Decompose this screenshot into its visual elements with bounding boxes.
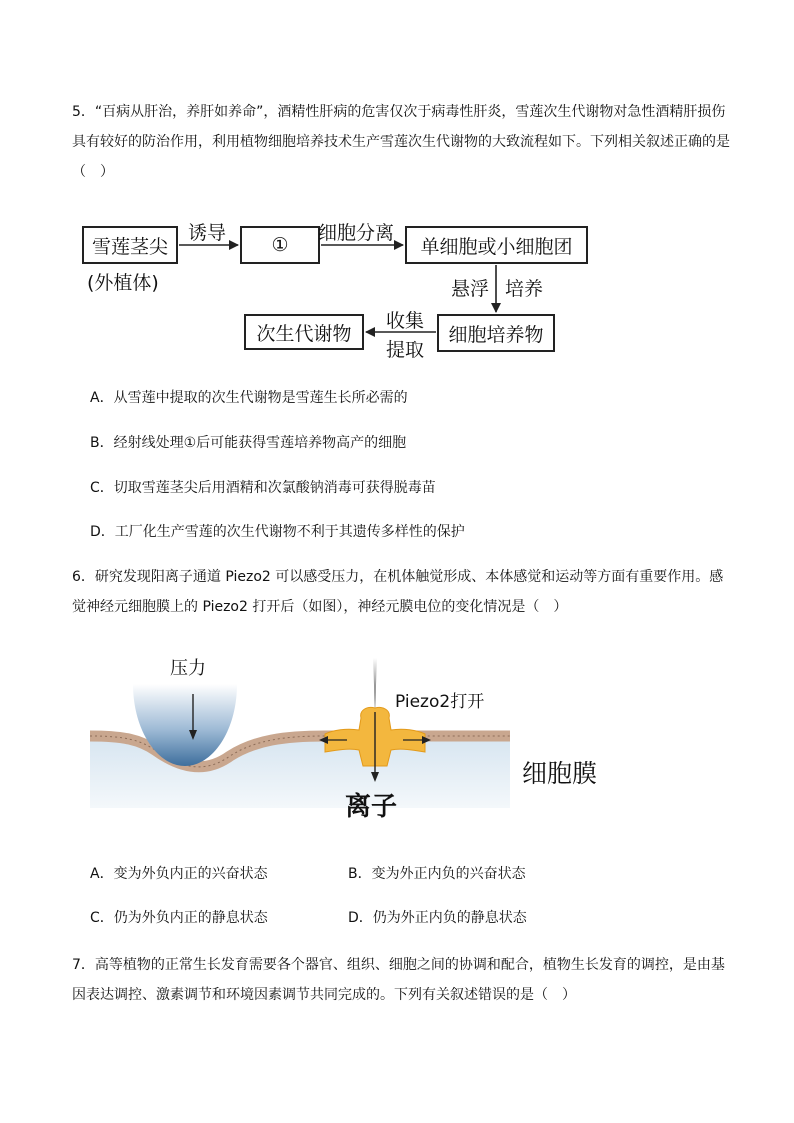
flow-arrow3-left-label: 悬浮 [451,278,490,300]
q5-option-a: A．从雪莲中提取的次生代谢物是雪莲生长所必需的 [90,390,408,406]
flow-arrows [0,0,794,400]
ion-label: 离子 [345,792,398,822]
q5-option-b: B．经射线处理①后可能获得雪莲培养物高产的细胞 [90,435,407,451]
q6-option-b: B．变为外正内负的兴奋状态 [348,866,526,882]
flow-explant-note: (外植体) [87,272,159,294]
flow-box-1: ① [240,226,320,264]
q6-option-c: C．仍为外负内正的静息状态 [90,910,268,926]
flow-arrow4-top-label: 收集 [386,310,425,332]
flow-arrow3-right-label: 培养 [505,278,544,300]
question-7-stem: 7．高等植物的正常生长发育需要各个器官、组织、细胞之间的协调和配合，植物生长发育的调控，是由基因表达调控、激素调节和环境因素调节共同完成的。下列有关叙述错误的是（ ） [72,957,725,1003]
question-5-stem: 5．“百病从肝治，养肝如养命”，酒精性肝病的危害仅次于病毒性肝炎，雪莲次生代谢物对急性酒精肝损伤具有较好的防治作用，利用植物细胞培养技术生产雪莲次生代谢物的大致流程如下。下列相关叙述正确的是（ ） [72,104,730,180]
flow-box-single-cells: 单细胞或小细胞团 [405,226,588,264]
membrane-label: 细胞膜 [522,759,598,788]
needle [373,658,377,712]
piezo-figure [85,648,515,823]
flow-arrow1-label: 诱导 [188,222,227,244]
piezo2-label: Piezo2打开 [395,692,485,712]
flow-box-culture: 细胞培养物 [437,314,555,352]
q6-option-a: A．变为外负内正的兴奋状态 [90,866,268,882]
flow-arrow4-bottom-label: 提取 [386,339,425,361]
flow-box-metabolite: 次生代谢物 [244,314,364,350]
pressure-label: 压力 [170,658,206,679]
q5-option-c: C．切取雪莲茎尖后用酒精和次氯酸钠消毒可获得脱毒苗 [90,480,436,496]
q5-option-d: D．工厂化生产雪莲的次生代谢物不利于其遗传多样性的保护 [90,524,465,540]
q6-option-d: D．仍为外正内负的静息状态 [348,910,527,926]
flow-arrow2-label: 细胞分离 [318,222,395,244]
flow-box-explant: 雪莲茎尖 [82,226,178,264]
question-6-stem: 6．研究发现阳离子通道 Piezo2 可以感受压力，在机体触觉形成、本体感觉和运动等方面有重要作用。感觉神经元细胞膜上的 Piezo2 打开后（如图），神经元膜电位的变化情况是（ ） [72,569,724,615]
